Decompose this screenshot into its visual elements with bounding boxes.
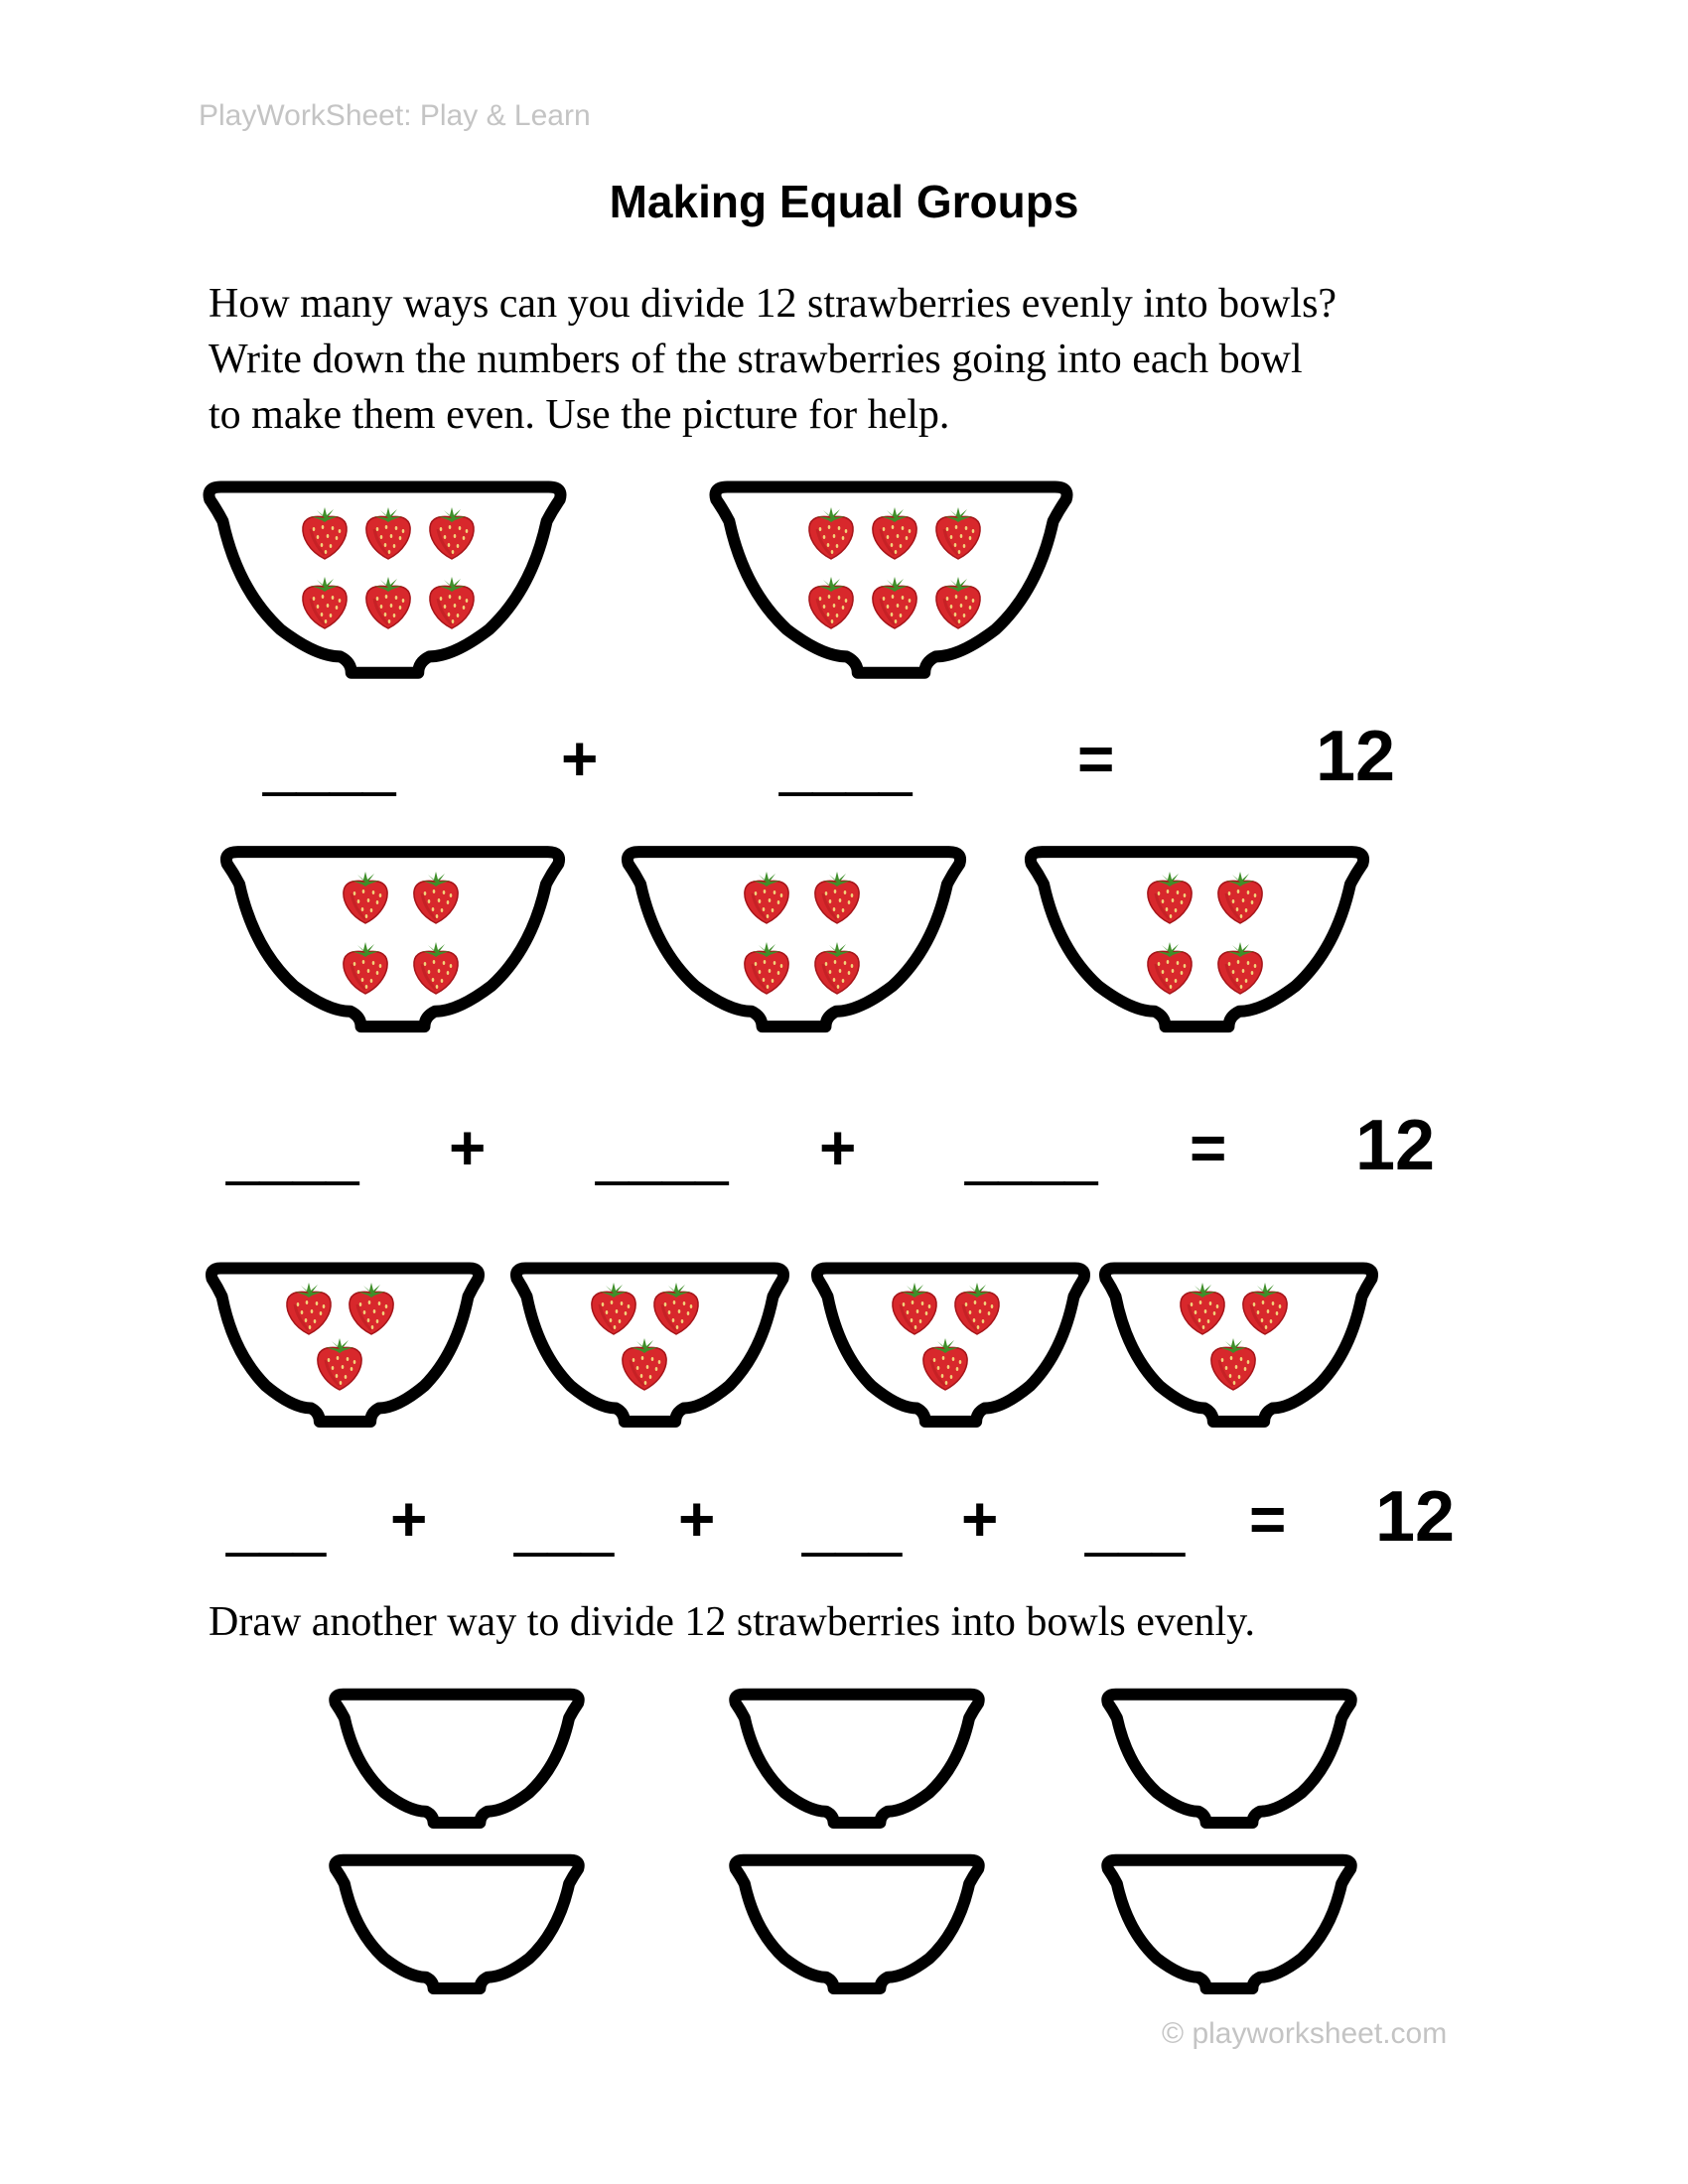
answer-blank[interactable]: ___ <box>514 1491 615 1558</box>
strawberry-icon <box>346 1281 397 1336</box>
instruction-line-2: Write down the numbers of the strawberries going into each bowl <box>209 337 1303 382</box>
strawberry-icon <box>1177 1281 1228 1336</box>
bowl-icon <box>508 1264 791 1428</box>
plus-sign: + <box>819 1112 857 1183</box>
strawberry-icon <box>919 1336 971 1392</box>
bowl-icon <box>1097 1264 1380 1428</box>
strawberry-icon <box>650 1281 702 1336</box>
strawberry-icon <box>1207 1336 1259 1392</box>
bowl-icon <box>216 847 569 1033</box>
answer-blank[interactable]: ___ <box>1085 1491 1186 1558</box>
bowl-icon <box>618 847 970 1033</box>
strawberry-icon <box>1214 870 1266 925</box>
strawberry-icon <box>1144 940 1196 996</box>
strawberry-icon <box>283 1281 335 1336</box>
strawberry-icon <box>426 575 478 630</box>
answer-blank[interactable]: ____ <box>779 731 913 797</box>
strawberry-icon <box>951 1281 1003 1336</box>
plus-sign: + <box>961 1483 999 1555</box>
site-brand: PlayWorkSheet: Play & Learn <box>199 99 591 132</box>
strawberry-icon <box>811 870 863 925</box>
instruction-line-3: to make them even. Use the picture for help. <box>209 392 950 438</box>
answer-blank[interactable]: ____ <box>263 731 396 797</box>
plus-sign: + <box>678 1483 716 1555</box>
strawberry-icon <box>426 505 478 561</box>
strawberry-icon <box>869 505 920 561</box>
bowl-icon <box>705 481 1077 680</box>
answer-blank[interactable]: ___ <box>226 1491 327 1558</box>
bowl-icon[interactable] <box>328 1691 586 1828</box>
strawberry-icon <box>410 940 462 996</box>
strawberry-icon <box>299 575 351 630</box>
copyright: © playworksheet.com <box>1162 2017 1448 2050</box>
plus-sign: + <box>449 1112 487 1183</box>
plus-sign: + <box>561 723 599 794</box>
answer-blank[interactable]: ____ <box>596 1120 729 1186</box>
equals-sign: = <box>1249 1483 1287 1555</box>
strawberry-icon <box>340 940 391 996</box>
strawberry-icon <box>362 575 414 630</box>
bowl-icon[interactable] <box>1100 1691 1358 1828</box>
strawberry-icon <box>619 1336 670 1392</box>
strawberry-icon <box>805 505 857 561</box>
strawberry-icon <box>869 575 920 630</box>
strawberry-icon <box>1214 940 1266 996</box>
strawberry-icon <box>1144 870 1196 925</box>
strawberry-icon <box>299 505 351 561</box>
equation-total: 12 <box>1355 1106 1436 1185</box>
strawberry-icon <box>741 870 792 925</box>
strawberry-icon <box>314 1336 365 1392</box>
strawberry-icon <box>889 1281 940 1336</box>
strawberry-icon <box>932 575 984 630</box>
answer-blank[interactable]: ___ <box>802 1491 903 1558</box>
bowl-icon <box>199 481 571 680</box>
bowl-icon[interactable] <box>728 1856 986 1993</box>
bowl-icon <box>809 1264 1092 1428</box>
draw-instruction: Draw another way to divide 12 strawberries into bowls evenly. <box>209 1599 1255 1645</box>
strawberry-icon <box>811 940 863 996</box>
equation-total: 12 <box>1316 717 1396 796</box>
page-title: Making Equal Groups <box>609 176 1079 227</box>
bowl-icon[interactable] <box>328 1856 586 1993</box>
strawberry-icon <box>741 940 792 996</box>
equals-sign: = <box>1190 1112 1227 1183</box>
strawberry-icon <box>340 870 391 925</box>
answer-blank[interactable]: ____ <box>965 1120 1098 1186</box>
bowl-icon[interactable] <box>1100 1856 1358 1993</box>
strawberry-icon <box>362 505 414 561</box>
strawberry-icon <box>410 870 462 925</box>
equation-total: 12 <box>1375 1477 1456 1557</box>
instruction-line-1: How many ways can you divide 12 strawberries evenly into bowls? <box>209 281 1337 327</box>
answer-blank[interactable]: ____ <box>226 1120 359 1186</box>
bowl-icon <box>204 1264 487 1428</box>
bowl-icon[interactable] <box>728 1691 986 1828</box>
instructions <box>209 276 1529 443</box>
strawberry-icon <box>1239 1281 1291 1336</box>
strawberry-icon <box>805 575 857 630</box>
strawberry-icon <box>588 1281 639 1336</box>
plus-sign: + <box>390 1483 428 1555</box>
equals-sign: = <box>1077 723 1115 794</box>
strawberry-icon <box>932 505 984 561</box>
bowl-icon <box>1021 847 1373 1033</box>
